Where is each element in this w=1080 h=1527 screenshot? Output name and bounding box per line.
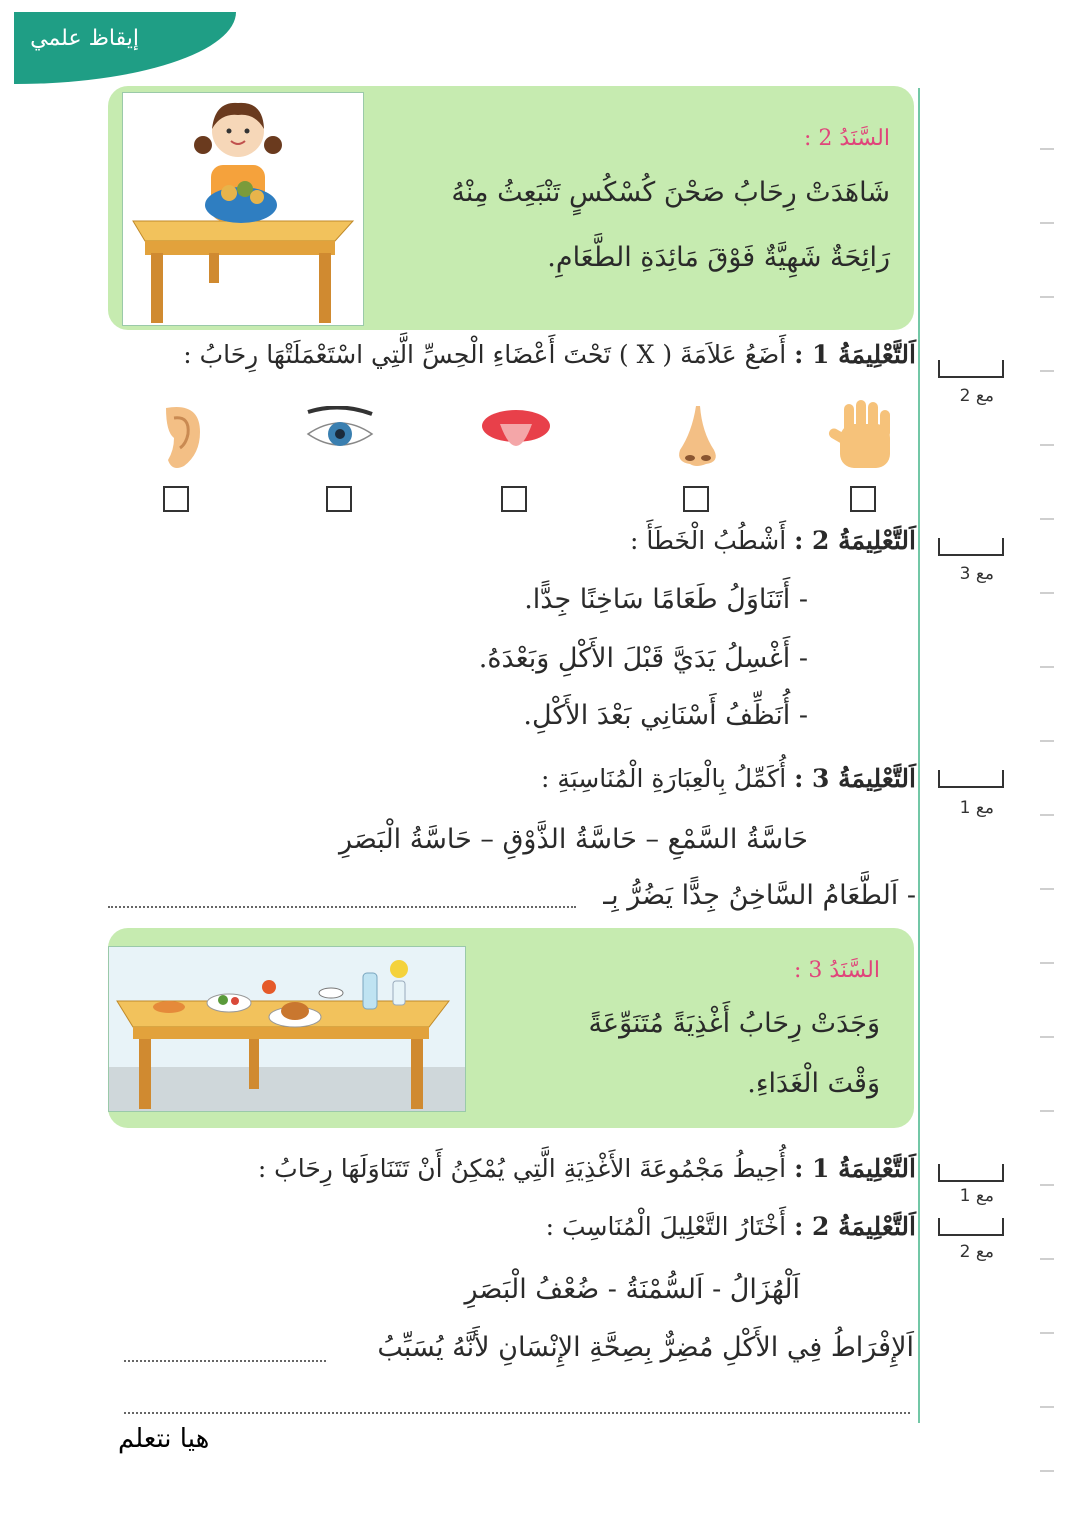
completion-sentence: - اَلطَّعَامُ السَّاخِنُ جِدًّا يَضُرُّ بِـ	[603, 880, 916, 911]
margin-dash	[1040, 1332, 1054, 1334]
document-2-title: السَّنَدُ 2 :	[803, 126, 890, 151]
grading-label: مع 1	[959, 1186, 994, 1206]
hand-icon	[826, 398, 906, 472]
document-3-line-2: وَقْتَ الْغَدَاءِ.	[747, 1068, 880, 1099]
document-3-line-1: وَجَدَتْ رِحَابُ أَغْذِيَةً مُتَنَوِّعَةً	[588, 1008, 880, 1039]
grading-label: مع 3	[959, 564, 994, 584]
instruction-1-text: أَضَعُ عَلاَمَةَ ( X ) تَحْتَ أَعْضَاءِ الْحِسِّ الَّتِي اسْتَعْمَلَتْهَا رِحَابُ :	[183, 340, 787, 369]
statement-3[interactable]: - أُنَظِّفُ أَسْنَانِي بَعْدَ الأَكْلِ.	[523, 700, 808, 731]
margin-dash	[1040, 888, 1054, 890]
instruction-5	[400, 1212, 916, 1241]
answer-line[interactable]	[124, 1360, 326, 1362]
reason-sentence: اَلإِفْرَاطُ فِي الأَكْلِ مُضِرٌّ بِصِحَّةِ الإِنْسَانِ لأَنَّهُ يُسَبِّبُ	[377, 1332, 914, 1363]
margin-line	[918, 88, 920, 1423]
word-bank: حَاسَّةُ السَّمْعِ – حَاسَّةُ الذَّوْقِ – حَاسَّةُ الْبَصَرِ	[339, 824, 808, 855]
grading-marker	[938, 360, 1004, 378]
girl-at-table-illustration	[122, 92, 364, 326]
grading-marker	[938, 770, 1004, 788]
margin-dash	[1040, 370, 1054, 372]
margin-dash	[1040, 666, 1054, 668]
instruction-2-text: أَشْطُبُ الْخَطَأَ :	[630, 526, 787, 555]
margin-dash	[1040, 1184, 1054, 1186]
grading-marker	[938, 1164, 1004, 1182]
margin-dash	[1040, 1406, 1054, 1408]
instruction-1	[150, 340, 916, 369]
margin-dash	[1040, 1110, 1054, 1112]
margin-dash	[1040, 814, 1054, 816]
grading-label: مع 2	[959, 1242, 994, 1262]
document-3-title: السَّنَدُ 3 :	[793, 958, 880, 983]
margin-dash	[1040, 740, 1054, 742]
grading-marker	[938, 538, 1004, 556]
instruction-4-text: أُحِيطُ مَجْمُوعَةَ الأَغْذِيَةِ الَّتِي يُمْكِنُ أَنْ تَتَنَاوَلَهَا رِحَابُ :	[257, 1154, 787, 1183]
statement-2[interactable]: - أَغْسِلُ يَدَيَّ قَبْلَ الأَكْلِ وَبَعْدَهُ.	[478, 643, 808, 674]
margin-dash	[1040, 1470, 1054, 1472]
grading-label: مع 2	[959, 386, 994, 406]
instruction-2	[400, 526, 916, 555]
document-2-line-2: رَائِحَةٌ شَهِيَّةٌ فَوْقَ مَائِدَةِ الطَّعَامِ.	[547, 242, 890, 273]
ribbon-title: إيقاظ علمي	[30, 26, 139, 51]
word-bank-2: اَلْهُزَالُ - اَلسُّمْنَةُ - ضُعْفُ الْبَصَرِ	[464, 1274, 800, 1305]
ear-checkbox[interactable]	[163, 486, 189, 512]
instruction-5-label: اَلتَّعْلِيمَةُ 2 :	[794, 1212, 916, 1241]
grading-label: مع 1	[959, 798, 994, 818]
ear-icon	[156, 402, 206, 472]
nose-icon	[666, 402, 728, 470]
answer-line[interactable]	[124, 1412, 910, 1414]
instruction-2-label: اَلتَّعْلِيمَةُ 2 :	[794, 526, 916, 555]
hand-checkbox[interactable]	[850, 486, 876, 512]
answer-line[interactable]	[108, 906, 576, 908]
margin-dash	[1040, 296, 1054, 298]
instruction-1-label: اَلتَّعْلِيمَةُ 1 :	[794, 340, 916, 369]
instruction-4	[150, 1154, 916, 1183]
margin-dash	[1040, 222, 1054, 224]
instruction-4-label: اَلتَّعْلِيمَةُ 1 :	[794, 1154, 916, 1183]
instruction-5-text: أَخْتَارُ التَّعْلِيلَ الْمُنَاسِبَ :	[545, 1212, 787, 1241]
margin-dash	[1040, 148, 1054, 150]
instruction-3-label: اَلتَّعْلِيمَةُ 3 :	[794, 764, 916, 793]
table-with-food-illustration	[108, 946, 466, 1112]
footer-watermark: هيا نتعلم	[118, 1424, 210, 1454]
eye-checkbox[interactable]	[326, 486, 352, 512]
margin-dash	[1040, 444, 1054, 446]
tongue-checkbox[interactable]	[501, 486, 527, 512]
margin-dash	[1040, 518, 1054, 520]
eye-icon	[304, 406, 376, 458]
margin-dash	[1040, 962, 1054, 964]
margin-dash	[1040, 1258, 1054, 1260]
statement-1[interactable]: - أَتَنَاوَلُ طَعَامًا سَاخِنًا جِدًّا.	[524, 584, 808, 615]
grading-marker	[938, 1218, 1004, 1236]
instruction-3	[400, 764, 916, 793]
nose-checkbox[interactable]	[683, 486, 709, 512]
instruction-3-text: أُكَمِّلُ بِالْعِبَارَةِ الْمُنَاسِبَةِ :	[540, 764, 787, 793]
tongue-icon	[478, 404, 554, 464]
margin-dash	[1040, 592, 1054, 594]
document-2-line-1: شَاهَدَتْ رِحَابُ صَحْنَ كُسْكُسٍ تَنْبَعِثُ مِنْهُ	[451, 177, 890, 208]
margin-dash	[1040, 1036, 1054, 1038]
